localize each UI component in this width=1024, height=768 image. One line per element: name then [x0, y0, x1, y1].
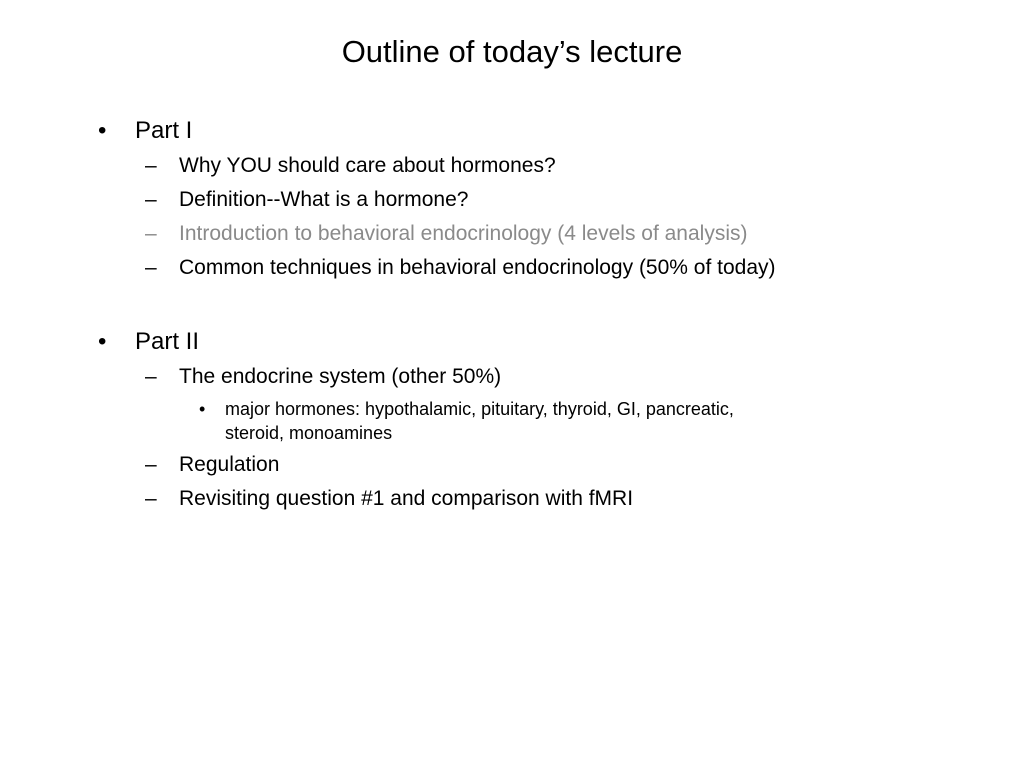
slide-title: Outline of today’s lecture [341, 34, 683, 69]
dash-marker: – [145, 188, 157, 211]
bullet-marker: • [199, 399, 206, 419]
part-1-item-3: Introduction to behavioral endocrinology (4 levels of analysis) [179, 222, 748, 245]
dash-marker: – [145, 256, 157, 279]
part-1-item-2: Definition--What is a hormone? [179, 188, 469, 211]
dash-marker: – [145, 222, 157, 245]
dash-marker: – [145, 154, 157, 177]
dash-marker: – [145, 487, 157, 510]
bullet-marker: • [98, 117, 107, 144]
dash-marker: – [145, 453, 157, 476]
part-2-sub-item-line-1: major hormones: hypothalamic, pituitary, thyroid, GI, pancreatic, [225, 399, 734, 419]
part-2-item-1: The endocrine system (other 50%) [179, 365, 502, 388]
part-1-item-1: Why YOU should care about hormones? [179, 154, 556, 177]
part-2-item-2: Regulation [179, 453, 280, 476]
part-2-item-3: Revisiting question #1 and comparison with fMRI [179, 487, 634, 510]
part-2-heading: Part II [135, 328, 200, 355]
part-1-heading: Part I [135, 117, 193, 144]
part-1-item-4: Common techniques in behavioral endocrinology (50% of today) [179, 256, 776, 279]
dash-marker: – [145, 365, 157, 388]
bullet-marker: • [98, 328, 107, 355]
part-2-sub-item-line-2: steroid, monoamines [225, 423, 393, 443]
